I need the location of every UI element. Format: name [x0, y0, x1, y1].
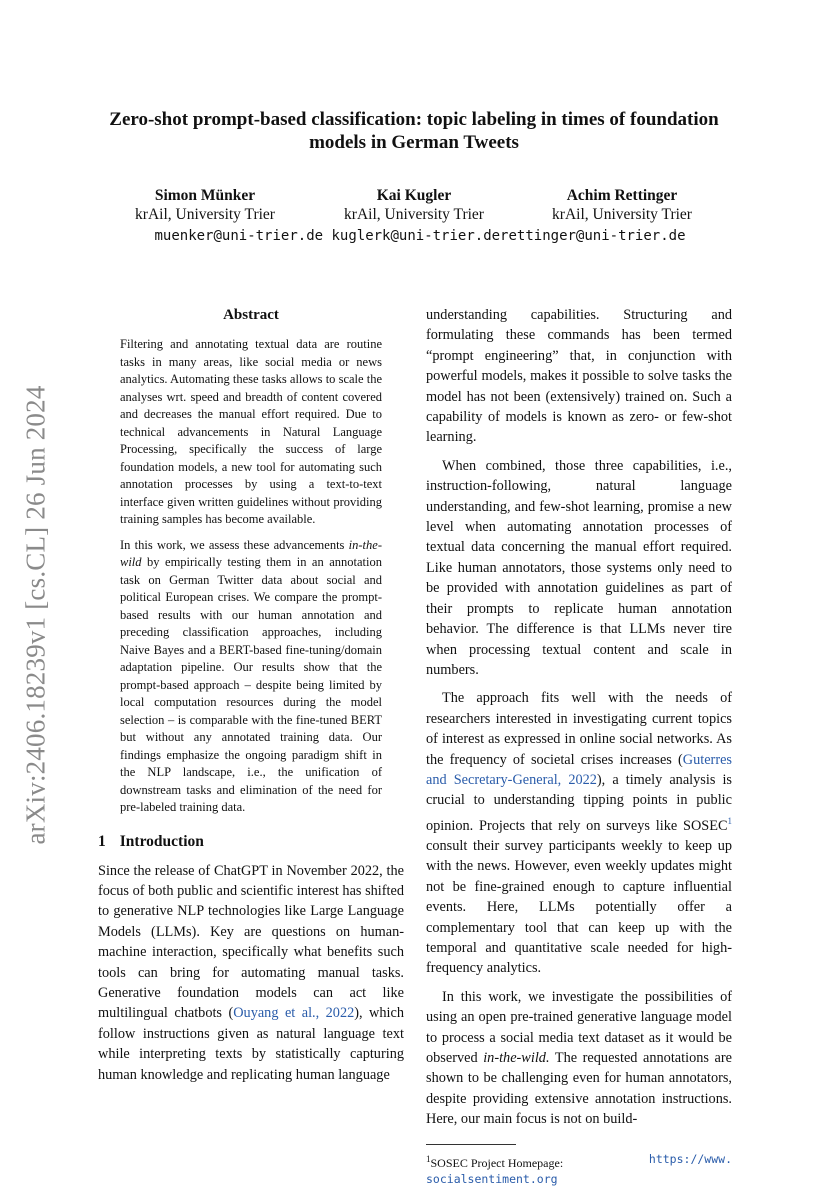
- right-paragraph-2: [426, 688, 732, 978]
- footnote-mark: 1: [426, 1153, 431, 1164]
- abstract-text: by empirically testing them in an annotation task on German Twitter data about social and political European crises. We compare the prompt-based results with our human annotation and preceding classification approaches, including Naive Bayes and a BERT-based fine-tuning/domain adaptation pipeline. Our results show that the prompt-based approach – despite being limited by local computation resources during the model selection – is comparable with the fine-tuned BERT but without any annotated training data. Our findings emphasize the ongoing paradigm shift in the NLP landscape, i.e., the unification of downstream tasks and elimination of the need for pre-labeled training data.: [120, 555, 382, 814]
- footnote: [426, 1151, 732, 1187]
- body-text: consult their survey participants weekly to keep up with the news. However, even weekly updates might not be fine-grained enough to capture influential events. Here, LLMs potentially offer a complementary tool that can keep up with the temporal and quantitative scale needed for high-frequency analytics.: [426, 837, 732, 977]
- section-title: Introduction: [119, 832, 204, 850]
- footnote-text: SOSEC Project Homepage:: [430, 1155, 564, 1170]
- intro-text: Since the release of ChatGPT in November 2022, the focus of both public and scientific interest has shifted to generative NLP technologies like Large Language Models (LLMs). Key are questions on human-machine interaction, specifically what benefits such tools can bring for automating manual tasks. Generative foundation models can act like multilingual chatbots (: [98, 862, 404, 1022]
- right-paragraph-1: When combined, those three capabilities, i.e., instruction-following, natural language understanding, and few-shot learning, promise a new level when automating annotation processes of textual data concerning the manual effort required. Like human annotators, those systems only need to be provided with annotation guidelines as part of their prompts to replicate human annotation behavior. The difference is that LLMs never tire when processing textual content and scale in numbers.: [426, 457, 732, 678]
- footnote-rule: [426, 1144, 516, 1145]
- body-text: ), a timely analysis is crucial to understanding tipping points in public opinion. Projects that rely on surveys like SOSEC: [426, 771, 732, 834]
- section-number: 1: [98, 832, 106, 850]
- footnote-ref[interactable]: 1: [727, 815, 732, 826]
- author-name: Kai Kugler: [376, 187, 452, 204]
- footnote-url-part-1[interactable]: https://www.: [648, 1151, 732, 1166]
- author-affiliation: krAil, University Trier: [135, 206, 275, 223]
- arxiv-stamp: [14, 365, 58, 865]
- section-heading-introduction: [98, 833, 404, 851]
- paper-title: [90, 108, 738, 154]
- author-name: Simon Münker: [154, 187, 256, 204]
- body-text: The requested annotations are shown to be challenging even for human annotators, despite providing extensive annotation instructions. Here, our main focus is not on build-: [426, 1049, 732, 1128]
- intro-text: ), which follow instructions given as natural language text while interpreting texts by statistically capturing human knowledge and replicating human language: [98, 1005, 404, 1083]
- footnote-url-part-2[interactable]: socialsentiment.org: [426, 1171, 558, 1186]
- abstract-paragraph-2: [120, 537, 382, 817]
- left-column: [98, 305, 404, 1085]
- right-paragraph-3: [426, 987, 732, 1130]
- body-text: The approach fits well with the needs of researchers interested in investigating current topics of interest as expressed in online social networks. As the frequency of societal crises increases (: [426, 690, 732, 768]
- body-text: In this work, we investigate the possibilities of using an open pre-trained generative language model to process a social media text dataset as it would be observed: [426, 988, 732, 1066]
- citation-link[interactable]: Ouyang et al., 2022: [233, 1005, 355, 1022]
- author-name: Achim Rettinger: [566, 187, 678, 204]
- intro-paragraph-1: [98, 861, 404, 1085]
- abstract-heading: Abstract: [223, 307, 279, 323]
- abstract-paragraph-1: Filtering and annotating textual data are routine tasks in many areas, like social media or news analytics. Automating these tasks allows to scale the analyses wrt. speed and breadth of content covered and decreases the manual effort required. Due to technical advancements in Natural Language Processing, specifically the success of large foundation models, a new tool for automating such annotation processes by using a text-to-text interface given written guidelines without providing training samples has become available.: [120, 337, 382, 526]
- abstract-text: In this work, we assess these advancements: [120, 537, 349, 552]
- arxiv-id: arXiv:2406.18239v1 [cs.CL] 26 Jun 2024: [20, 385, 51, 845]
- right-column: [426, 305, 732, 1187]
- author-affiliation: krAil, University Trier: [344, 206, 484, 223]
- intro-body: [98, 861, 404, 1085]
- right-paragraph-0: understanding capabilities. Structuring and formulating these commands has been termed “prompt engineering” that, in conjunction with powerful models, makes it possible to solve tasks the model has not been (extensively) trained on. Such a capability of models is known as zero- or few-shot learning.: [426, 307, 732, 446]
- author-affiliation: krAil, University Trier: [552, 206, 692, 223]
- citation-link[interactable]: Guterres and Secretary-General, 2022: [426, 751, 732, 788]
- body-emphasis: in-the-wild.: [483, 1049, 550, 1066]
- title-line-1: Zero-shot prompt-based classification: topic labeling in times of foundation: [109, 109, 719, 130]
- abstract-emphasis: in-the-wild: [120, 537, 382, 569]
- author-3: [497, 186, 747, 224]
- abstract: [120, 336, 382, 817]
- author-emails: muenker@uni-trier.de kuglerk@uni-trier.derettinger@uni-trier.de: [154, 228, 686, 244]
- title-line-2: models in German Tweets: [309, 132, 519, 153]
